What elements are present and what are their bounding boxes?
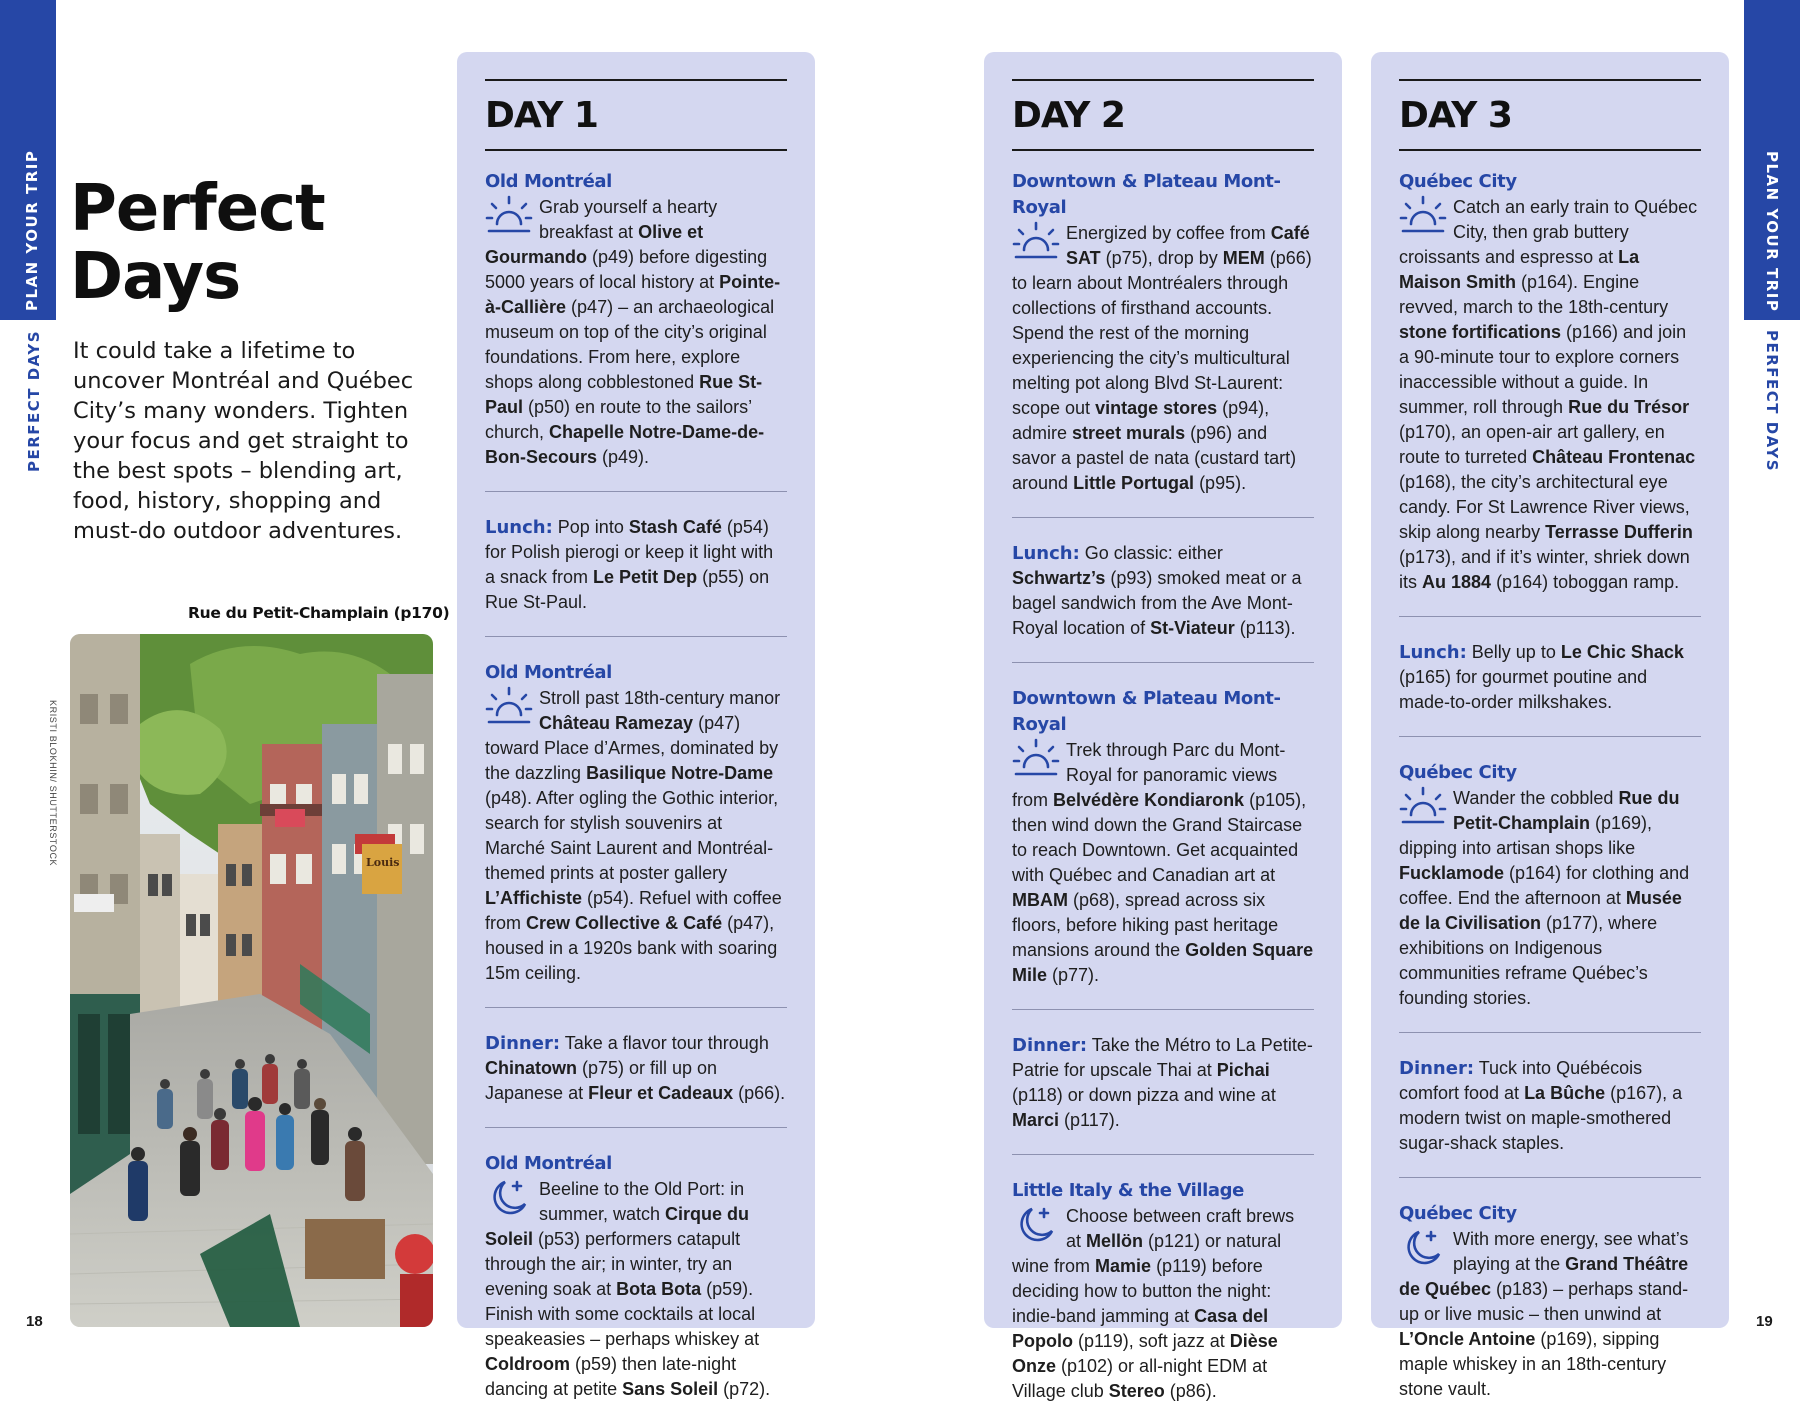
text-segment: (p117). [1059,1110,1120,1130]
text-segment: (p118) or down pizza and wine at [1012,1085,1276,1105]
text-segment: (p66). [733,1083,786,1103]
section-text [485,195,787,470]
text-segment: Energized by coffee from [1066,223,1271,243]
day-title: DAY 2 [1012,94,1125,136]
sun-icon [485,685,533,727]
left-side-tab-label: PLAN YOUR TRIP [23,149,41,311]
meal-block [1399,1056,1701,1156]
section-divider [1399,616,1701,617]
place-name: Chinatown [485,1058,577,1078]
right-page-number: 19 [1756,1313,1773,1330]
place-name: Olive et Gourmando [485,222,704,267]
text-segment: (p164) toboggan ramp. [1491,572,1680,592]
itinerary-section [485,169,787,470]
text-segment: Beeline to the Old Port: in summer, watch [539,1179,745,1224]
place-name: Café SAT [1066,223,1310,268]
moon-icon [1012,1203,1060,1245]
text-segment: (p94), admire [1012,398,1270,443]
place-name: Casa del Popolo [1012,1306,1269,1351]
place-name: vintage stores [1095,398,1218,418]
section-heading: Old Montréal [485,662,612,683]
meal-label: Dinner: [1399,1058,1475,1079]
text-segment: (p119) before deciding how to button the night: indie-band jamming at [1012,1256,1272,1326]
section-divider [485,491,787,492]
text-segment: (p54) for Polish pierogi or keep it light with a snack from [485,517,774,587]
place-name: Crew Collective & Café [526,913,723,933]
intro-paragraph: It could take a lifetime to uncover Montréal and Québec City’s many wonders. Tighten your focus and get straight to the best spots – blending art, food, history, shopping and must-do outdoor adventures. [73,338,414,544]
section-divider [485,636,787,637]
meal-label: Dinner: [1012,1035,1088,1056]
itinerary-section [485,1151,787,1402]
place-name: Belvédère Kondiaronk [1053,790,1245,810]
section-text [1399,786,1701,1011]
place-name: Dièse Onze [1012,1331,1278,1376]
right-side-tab-label: PLAN YOUR TRIP [1763,151,1781,313]
section-text [485,1031,787,1106]
section-divider [485,1007,787,1008]
text-segment: (p93) smoked meat or a bagel sandwich from the Ave Mont-Royal location of [1012,568,1302,638]
text-segment: (p75) or fill up on Japanese at [485,1058,718,1103]
itinerary-section [1012,686,1314,988]
section-divider [1399,1032,1701,1033]
place-name: Stereo [1108,1381,1165,1401]
day-title: DAY 3 [1399,94,1512,136]
text-segment: (p166) and join a 90-minute tour to explore corners inaccessible without a guide. In summer, roll through [1399,322,1687,417]
place-name: Château Frontenac [1532,447,1696,467]
text-segment: (p96) and savor a pastel de nata (custard tart) around [1012,423,1297,493]
text-segment: (p50) en route to the sailors’ church, [485,397,752,442]
itinerary-section [1399,169,1701,595]
place-name: Fleur et Cadeaux [588,1083,734,1103]
section-divider [1012,517,1314,518]
text-segment: Tuck into Québécois comfort food at [1399,1058,1643,1103]
section-text [1012,738,1314,988]
left-side-section-label: PERFECT DAYS [25,329,43,473]
text-segment: (p47) – an archaeological museum on top of the city’s original foundations. From here, explore shops along cobblestoned [485,297,775,392]
text-segment: (p169), dipping into artisan shops like [1399,813,1653,858]
moon-icon [485,1176,533,1218]
meal-block [485,1031,787,1106]
text-segment: Pop into [552,517,629,537]
text-segment: (p86). [1164,1381,1217,1401]
place-name: Rue St-Paul [485,372,763,417]
itinerary-section [1399,1201,1701,1402]
section-heading: Downtown & Plateau Mont-Royal [1012,171,1281,218]
place-name: Sans Soleil [622,1379,719,1399]
page-title-line1: Perfect [70,172,325,246]
itinerary-section [1012,169,1314,496]
place-name: Rue du Petit-Champlain [1453,788,1680,833]
sun-icon [1399,194,1447,236]
section-text [1012,541,1314,641]
text-segment: (p47), housed in a 1920s bank with soaring 15m ceiling. [485,913,778,983]
place-name: Stash Café [628,517,722,537]
itinerary-section [485,660,787,986]
moon-icon [1399,1226,1447,1268]
text-segment: (p49). [597,447,650,467]
meal-block [485,515,787,615]
place-name: Le Petit Dep [593,567,698,587]
text-segment: (p183) – perhaps stand-up or live music – then unwind at [1399,1279,1689,1324]
text-segment: (p169), sipping maple whiskey in an 18th-century stone vault. [1399,1329,1667,1399]
sun-icon [1399,785,1447,827]
section-divider [485,1127,787,1128]
place-name: Chapelle Notre-Dame-de-Bon-Secours [485,422,765,467]
shop-sign-text: Louis [366,856,400,869]
meal-block [1012,1033,1314,1133]
section-heading: Downtown & Plateau Mont-Royal [1012,688,1281,735]
itinerary-section [1399,760,1701,1011]
text-segment: Choose between craft brews at [1066,1206,1295,1251]
place-name: Terrasse Dufferin [1545,522,1693,542]
text-segment: (p95). [1194,473,1247,493]
text-segment: Go classic: either [1079,543,1223,563]
sun-icon [1012,737,1060,779]
place-name: Grand Théâtre de Québec [1399,1254,1689,1299]
section-text [485,515,787,615]
street-sign [74,894,114,912]
place-name: L’Affichiste [485,888,583,908]
day-heading-rule [485,79,787,151]
text-segment: (p54). Refuel with coffee from [485,888,782,933]
place-name: Le Chic Shack [1560,642,1684,662]
section-text [1399,195,1701,595]
place-name: Fucklamode [1399,863,1505,883]
text-segment: (p167), a modern twist on maple-smothered sugar-shack staples. [1399,1083,1683,1153]
section-text [485,1177,787,1402]
section-divider [1012,1009,1314,1010]
itinerary-section [1012,1178,1314,1404]
place-name: Marci [1012,1110,1060,1130]
page-title-line2: Days [70,240,241,314]
place-name: L’Oncle Antoine [1399,1329,1536,1349]
meal-label: Lunch: [1399,642,1467,663]
meal-block [1012,541,1314,641]
section-heading: Québec City [1399,762,1517,783]
place-name: Château Ramezay [539,713,694,733]
place-name: Pointe-à-Callière [485,272,781,317]
place-name: Mellön [1086,1231,1144,1251]
section-heading: Québec City [1399,1203,1517,1224]
place-name: stone fortifications [1399,322,1562,342]
text-segment: (p170), an open-air art gallery, en route to turreted [1399,422,1665,467]
section-text [1399,1227,1701,1402]
place-name: Coldroom [485,1354,570,1374]
text-segment: Stroll past 18th-century manor [539,688,781,708]
photo-credit: KRISTI BLOKHIN/ SHUTTERSTOCK [48,700,58,867]
place-name: MEM [1222,248,1265,268]
photo-caption: Rue du Petit-Champlain (p170) [188,604,450,622]
text-segment: (p53) performers catapult through the air; in winter, try an evening soak at [485,1229,741,1299]
text-segment: Belly up to [1466,642,1561,662]
meal-block [1399,640,1701,715]
text-segment: (p177), where exhibitions on Indigenous communities reframe Québec’s founding stories. [1399,913,1658,1008]
section-text [1012,1204,1314,1404]
day-heading-rule [1012,79,1314,151]
meal-label: Lunch: [1012,543,1080,564]
place-name: Golden Square Mile [1012,940,1314,985]
section-text [485,686,787,986]
text-segment: (p77). [1047,965,1100,985]
place-name: Schwartz’s [1012,568,1106,588]
right-side-section-label: PERFECT DAYS [1763,329,1781,473]
text-segment: (p75), drop by [1100,248,1223,268]
meal-label: Dinner: [485,1033,561,1054]
section-heading: Little Italy & the Village [1012,1180,1244,1201]
text-segment: Catch an early train to Québec City, then grab buttery croissants and espresso at [1399,197,1698,267]
text-segment: (p72). [718,1379,771,1399]
page-title [70,172,325,314]
section-text [1399,640,1701,715]
text-segment: With more energy, see what’s playing at the [1453,1229,1689,1274]
place-name: Bota Bota [616,1279,702,1299]
place-name: Au 1884 [1422,572,1492,592]
place-name: Rue du Trésor [1568,397,1690,417]
text-segment: (p173), and if it’s winter, shriek down its [1399,547,1690,592]
place-name: street murals [1072,423,1186,443]
text-segment: (p113). [1234,618,1296,638]
left-page-number: 18 [26,1313,43,1330]
sun-icon [1012,220,1060,262]
place-name: Basilique Notre-Dame [586,763,774,783]
text-segment: (p49) before digesting 5000 years of local history at [485,247,768,292]
text-segment: (p55) on Rue St-Paul. [485,567,770,612]
place-name: Pichai [1216,1060,1270,1080]
section-text [1399,1056,1701,1156]
street-photo-illustration [70,634,433,1327]
day-title: DAY 1 [485,94,598,136]
text-segment: Trek through Parc du Mont-Royal for panoramic views from [1012,740,1286,810]
day-heading-rule [1399,79,1701,151]
text-segment: Take the Métro to La Petite-Patrie for upscale Thai at [1012,1035,1313,1080]
section-divider [1012,662,1314,663]
text-segment: (p68), spread across six floors, before hiking past heritage mansions around the [1012,890,1279,960]
place-name: St-Viateur [1150,618,1235,638]
section-divider [1012,1154,1314,1155]
meal-label: Lunch: [485,517,553,538]
section-text [1012,221,1314,496]
section-heading: Old Montréal [485,1153,612,1174]
text-segment: (p66) to learn about Montréalers through collections of firsthand accounts. Spend the rest of the morning experiencing the city’s multicultural melting pot along Blvd St-Laurent: scope out [1012,248,1312,418]
day-card-3 [1371,52,1729,1399]
day-card-1 [457,52,815,1399]
sun-icon [485,194,533,236]
place-name: Mamie [1095,1256,1152,1276]
section-text [1012,1033,1314,1133]
text-segment: (p121) or natural wine from [1012,1231,1282,1276]
street-photo [70,634,433,1327]
text-segment: (p165) for gourmet poutine and made-to-order milkshakes. [1399,667,1648,712]
place-name: MBAM [1012,890,1068,910]
text-segment: Take a flavor tour through [560,1033,769,1053]
place-name: La Maison Smith [1399,247,1640,292]
text-segment: Grab yourself a hearty breakfast at [539,197,718,242]
text-segment: (p47) toward Place d’Armes, dominated by the dazzling [485,713,779,783]
place-name: Musée de la Civilisation [1399,888,1682,933]
section-divider [1399,1177,1701,1178]
text-segment: (p164) for clothing and coffee. End the afternoon at [1399,863,1690,908]
place-name: La Bûche [1524,1083,1606,1103]
text-segment: (p48). After ogling the Gothic interior, search for stylish souvenirs at Marché Saint Laurent and Montréal-themed prints at poster gallery [485,788,779,883]
place-name: Cirque du Soleil [485,1204,750,1249]
text-segment: (p59) then late-night dancing at petite [485,1354,737,1399]
section-divider [1399,736,1701,737]
place-name: Little Portugal [1073,473,1195,493]
text-segment: (p59). Finish with some cocktails at local speakeasies – perhaps whiskey at [485,1279,760,1349]
day-card-2 [984,52,1342,1401]
text-segment: Wander the cobbled [1453,788,1619,808]
text-segment: (p102) or all-night EDM at Village club [1012,1356,1268,1401]
section-heading: Québec City [1399,171,1517,192]
section-heading: Old Montréal [485,171,612,192]
text-segment: (p105), then wind down the Grand Staircase to reach Downtown. Get acquainted with Québec and Canadian art at [1012,790,1307,885]
text-segment: (p164). Engine revved, march to the 18th-century [1399,272,1669,317]
text-segment: (p168), the city’s architectural eye candy. For St Lawrence River views, skip along nearby [1399,472,1690,542]
text-segment: (p119), soft jazz at [1073,1331,1230,1351]
